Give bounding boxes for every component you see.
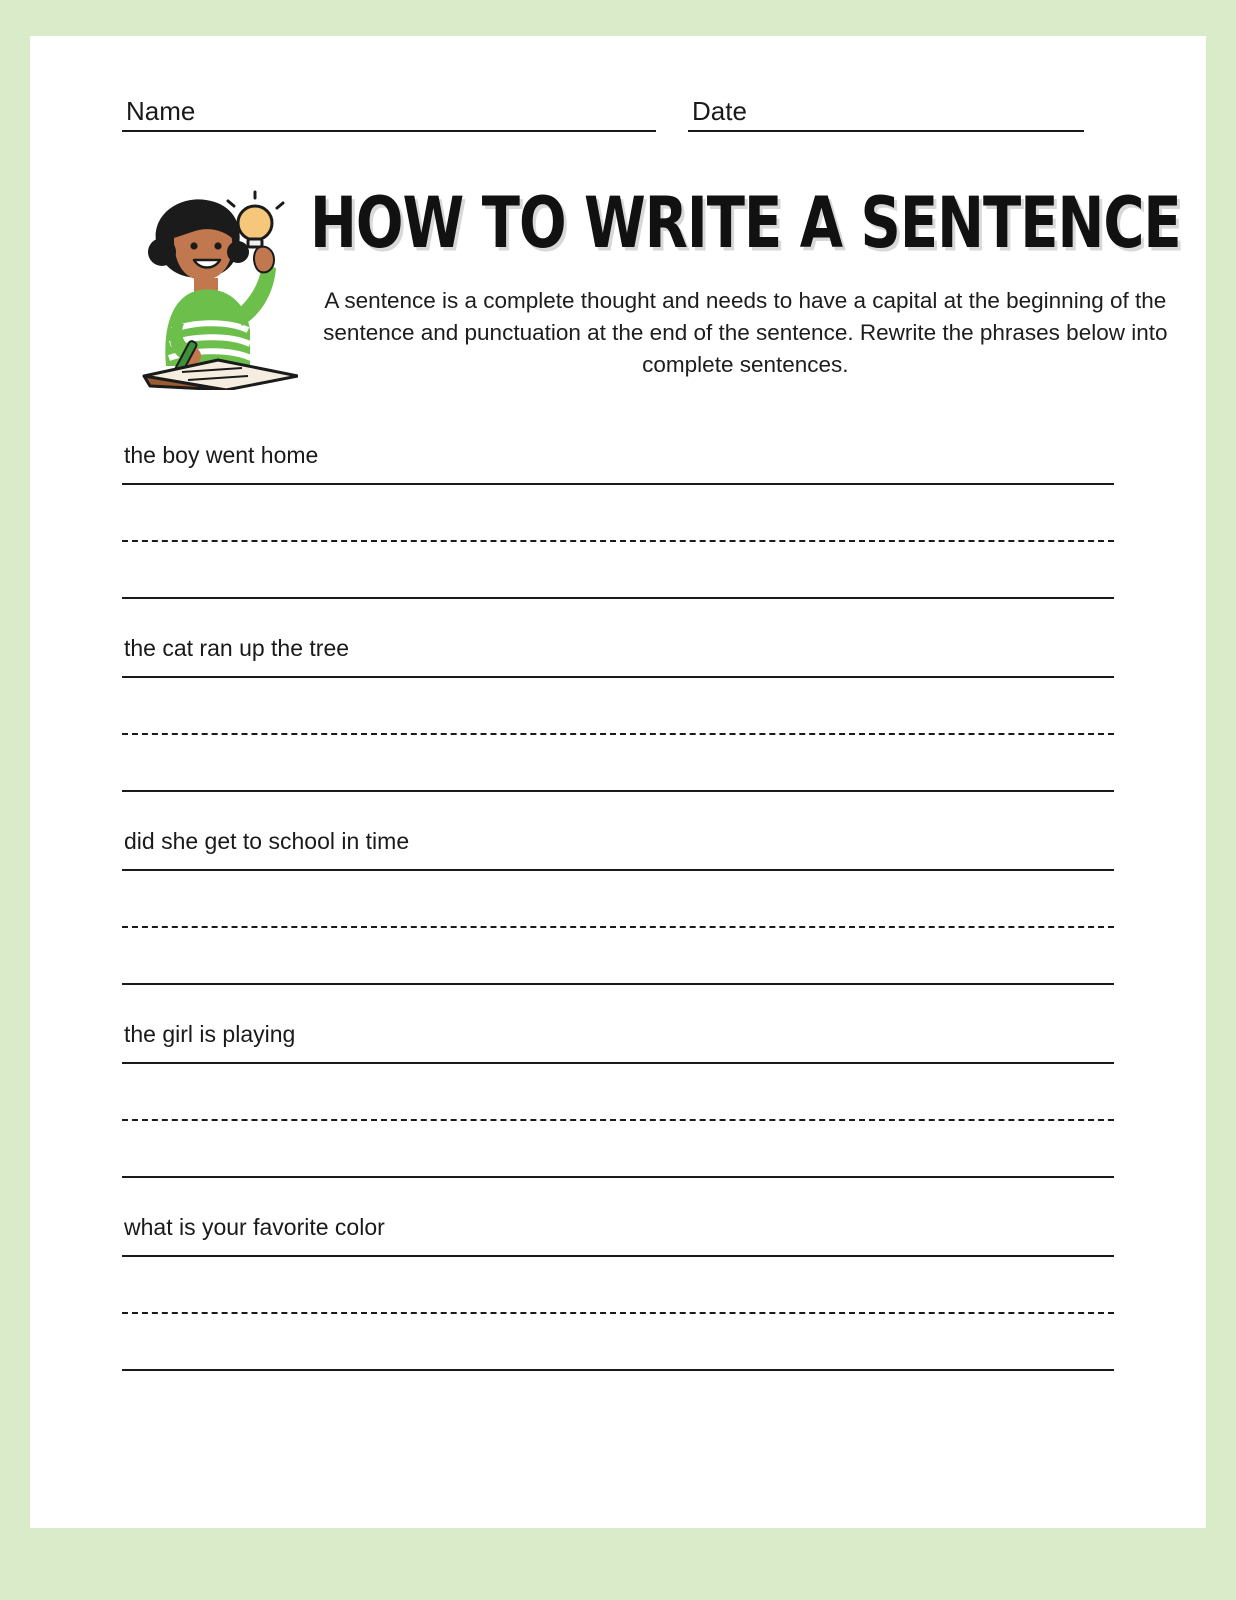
- writing-lines[interactable]: [122, 483, 1114, 599]
- exercise-prompt: what is your favorite color: [124, 1214, 385, 1240]
- exercise-item: [122, 442, 1114, 599]
- exercise-item: [122, 1021, 1114, 1178]
- solid-rule-bottom: [122, 597, 1114, 599]
- dashed-rule-middle: [122, 1312, 1114, 1314]
- exercise-list: [122, 442, 1114, 1371]
- worksheet-page: [30, 36, 1206, 1528]
- page-title: HOW TO WRITE A SENTENCE: [310, 183, 1181, 265]
- header-text: [298, 184, 1181, 381]
- exercise-item: [122, 1214, 1114, 1371]
- date-field[interactable]: [688, 98, 1084, 132]
- worksheet-header: [122, 183, 1181, 390]
- exercise-item: [122, 635, 1114, 792]
- solid-rule-top: [122, 676, 1114, 678]
- solid-rule-bottom: [122, 1176, 1114, 1178]
- date-label: Date: [692, 96, 747, 126]
- exercise-prompt: did she get to school in time: [124, 828, 410, 854]
- writing-lines[interactable]: [122, 1062, 1114, 1178]
- dashed-rule-middle: [122, 733, 1114, 735]
- solid-rule-top: [122, 1062, 1114, 1064]
- writing-lines[interactable]: [122, 869, 1114, 985]
- dashed-rule-middle: [122, 1119, 1114, 1121]
- solid-rule-top: [122, 869, 1114, 871]
- exercise-prompt: the boy went home: [124, 442, 319, 468]
- worksheet-content: [122, 96, 1181, 1407]
- dashed-rule-middle: [122, 926, 1114, 928]
- solid-rule-bottom: [122, 983, 1114, 985]
- exercise-prompt: the girl is playing: [124, 1021, 296, 1047]
- solid-rule-bottom: [122, 790, 1114, 792]
- name-field[interactable]: [122, 98, 656, 132]
- exercise-item: [122, 828, 1114, 985]
- instructions-text: A sentence is a complete thought and needs to have a capital at the beginning of the sentence and punctuation at the end of the sentence. Rewrite the phrases below into complete sentences.: [323, 287, 1168, 377]
- exercise-prompt: the cat ran up the tree: [124, 635, 350, 661]
- dashed-rule-middle: [122, 540, 1114, 542]
- girl-writing-idea-icon: [122, 190, 298, 390]
- solid-rule-top: [122, 483, 1114, 485]
- solid-rule-bottom: [122, 1369, 1114, 1371]
- writing-lines[interactable]: [122, 676, 1114, 792]
- writing-lines[interactable]: [122, 1255, 1114, 1371]
- name-date-row: [122, 98, 1114, 132]
- solid-rule-top: [122, 1255, 1114, 1257]
- name-label: Name: [126, 96, 196, 126]
